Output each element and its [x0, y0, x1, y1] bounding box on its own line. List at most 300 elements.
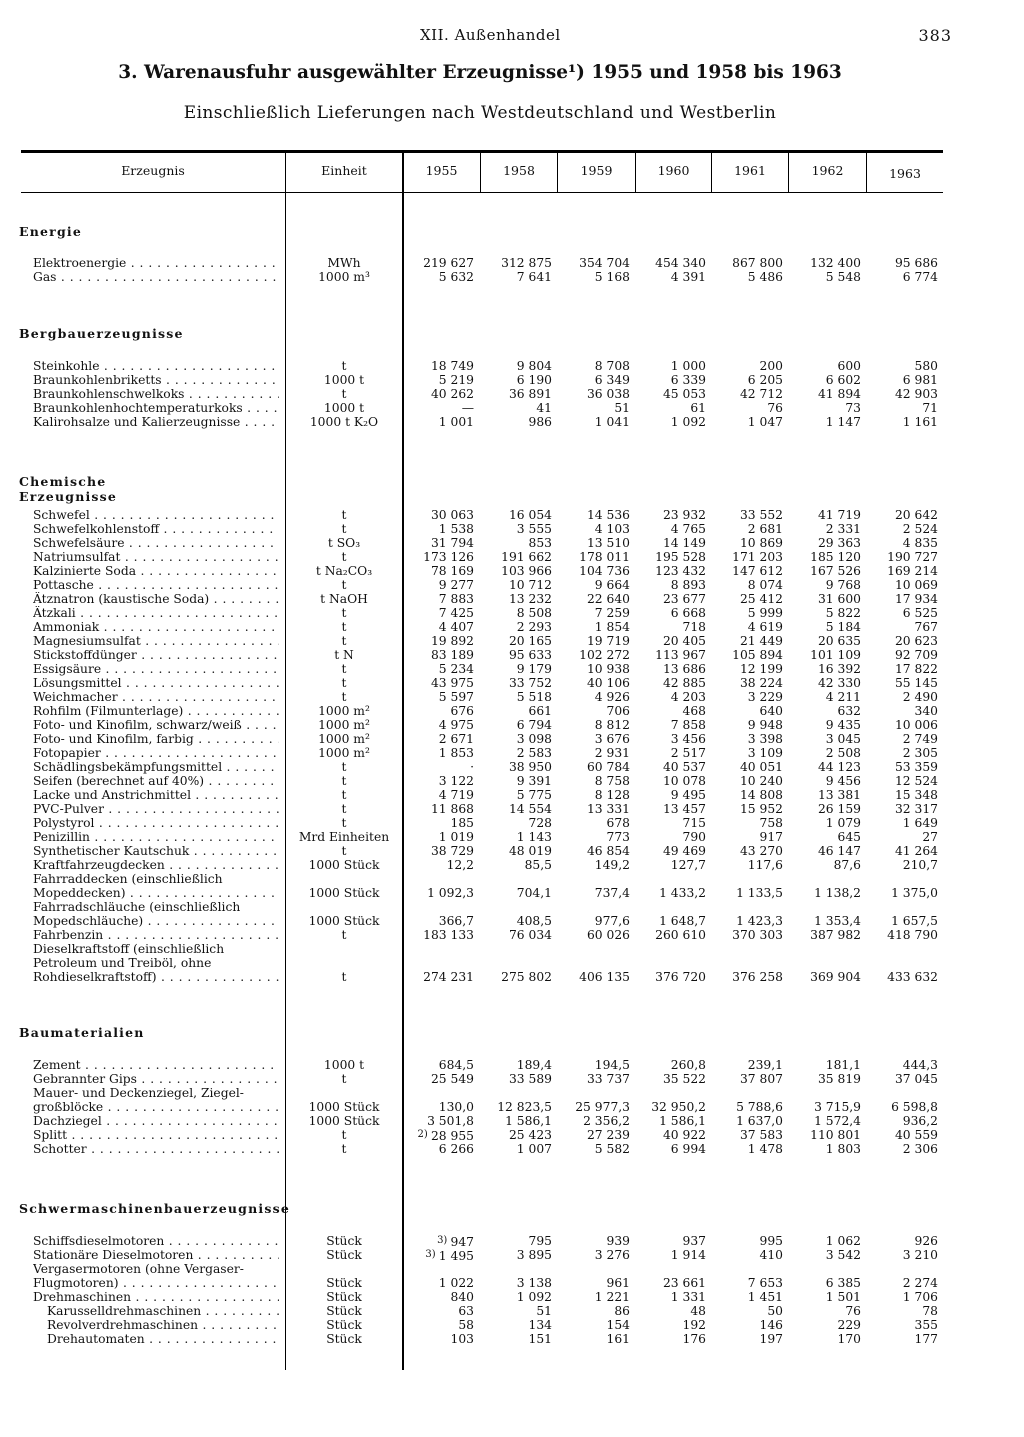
value-text: 5 548 — [825, 270, 861, 284]
value-text: 12 823,5 — [497, 1100, 552, 1114]
value-text: 38 950 — [508, 760, 552, 774]
row-value — [636, 690, 706, 704]
row-label: Stickstoffdünger . . . — [33, 648, 279, 662]
row-value — [636, 256, 706, 270]
row-value — [713, 648, 783, 662]
row-value — [636, 1114, 706, 1128]
row-value — [636, 634, 706, 648]
value-text: 149,2 — [594, 858, 630, 872]
row-value — [482, 1234, 552, 1248]
value-text: 189,4 — [516, 1058, 552, 1072]
row-label: Schädlingsbekämpfungsmittel . . . — [33, 760, 279, 774]
row-value — [713, 774, 783, 788]
value-text: 1 637,0 — [736, 1114, 783, 1128]
value-text: 5 582 — [594, 1142, 630, 1156]
value-text: 1 221 — [594, 1290, 630, 1304]
row-unit: t — [341, 690, 347, 704]
row-label: Elektroenergie . . . — [33, 256, 279, 270]
row-value — [482, 970, 552, 984]
value-text: 8 128 — [594, 788, 630, 802]
row-value — [868, 928, 938, 942]
value-text: 27 — [922, 830, 938, 844]
value-text: 154 — [606, 1318, 630, 1332]
row-value — [404, 844, 474, 858]
value-text: 6 190 — [516, 373, 552, 387]
value-text: 43 270 — [739, 844, 783, 858]
value-text: 10 712 — [508, 578, 552, 592]
value-text: 3 276 — [594, 1248, 630, 1262]
row-label: Lösungsmittel . . . — [33, 676, 279, 690]
row-label: Braunkohlenbriketts . . . — [33, 373, 279, 387]
row-value — [636, 606, 706, 620]
value-text: 7 425 — [438, 606, 474, 620]
row-value — [713, 718, 783, 732]
row-value — [560, 578, 630, 592]
value-text: 110 801 — [810, 1128, 861, 1142]
value-text: 191 662 — [501, 550, 552, 564]
row-value — [404, 373, 474, 387]
row-label: Dachziegel . . . — [33, 1114, 279, 1128]
value-text: 5 168 — [594, 270, 630, 284]
row-value — [482, 1318, 552, 1332]
row-value — [404, 662, 474, 676]
row-value — [713, 760, 783, 774]
row-value — [868, 578, 938, 592]
value-text: 147 612 — [732, 564, 783, 578]
row-value — [791, 1142, 861, 1156]
value-text: 185 — [450, 816, 474, 830]
row-value — [713, 662, 783, 676]
row-value — [791, 634, 861, 648]
value-text: 101 109 — [810, 648, 861, 662]
row-value — [482, 928, 552, 942]
value-text: 977,6 — [594, 914, 630, 928]
row-label: Drehautomaten . . . — [47, 1332, 279, 1346]
row-value — [791, 550, 861, 564]
value-text: 1 138,2 — [814, 886, 861, 900]
row-label: PVC-Pulver . . . — [33, 802, 279, 816]
value-text: 10 240 — [739, 774, 783, 788]
row-value — [791, 564, 861, 578]
value-text: 4 719 — [438, 788, 474, 802]
row-value — [713, 1276, 783, 1290]
row-value — [482, 536, 552, 550]
value-text: 37 583 — [739, 1128, 783, 1142]
row-value — [636, 1304, 706, 1318]
row-value — [791, 648, 861, 662]
value-text: 1 538 — [438, 522, 474, 536]
row-value — [791, 704, 861, 718]
value-text: 173 126 — [423, 550, 474, 564]
row-value — [791, 886, 861, 900]
value-text: 1 007 — [516, 1142, 552, 1156]
value-text: 13 331 — [586, 802, 630, 816]
row-unit: t — [341, 606, 347, 620]
value-text: 1 423,3 — [736, 914, 783, 928]
value-text: 55 145 — [894, 676, 938, 690]
row-label: Schwefel . . . — [33, 508, 279, 522]
row-value — [713, 578, 783, 592]
value-text: 40 559 — [894, 1128, 938, 1142]
value-text: 444,3 — [902, 1058, 938, 1072]
row-value — [636, 704, 706, 718]
value-text: 20 635 — [817, 634, 861, 648]
row-value — [482, 1072, 552, 1086]
value-text: 20 623 — [894, 634, 938, 648]
row-unit: t Na₂CO₃ — [315, 564, 373, 578]
row-value — [636, 1276, 706, 1290]
row-value — [404, 676, 474, 690]
row-value — [868, 844, 938, 858]
row-value — [791, 816, 861, 830]
row-value — [636, 788, 706, 802]
value-text: 169 214 — [887, 564, 938, 578]
value-text: 3 555 — [516, 522, 552, 536]
row-value — [404, 508, 474, 522]
row-value — [636, 508, 706, 522]
row-value — [868, 886, 938, 900]
row-value — [482, 830, 552, 844]
value-text: 718 — [682, 620, 706, 634]
row-label: Stationäre Dieselmotoren . . . — [33, 1248, 279, 1262]
row-value — [791, 1318, 861, 1332]
value-text: 12 524 — [894, 774, 938, 788]
row-value — [404, 550, 474, 564]
row-unit: Mrd Einheiten — [298, 830, 390, 844]
value-text: 102 272 — [579, 648, 630, 662]
row-value — [560, 676, 630, 690]
row-value — [791, 522, 861, 536]
row-label: Rohdieselkraftstoff) . . . — [33, 970, 279, 984]
row-label: Kalzinierte Soda . . . — [33, 564, 279, 578]
value-text: 1 853 — [438, 746, 474, 760]
row-value — [404, 401, 474, 415]
value-text: 10 006 — [894, 718, 938, 732]
value-text: 4 975 — [438, 718, 474, 732]
row-value — [404, 690, 474, 704]
row-label: Schotter . . . — [33, 1142, 279, 1156]
value-text: 146 — [759, 1318, 783, 1332]
row-value — [868, 1058, 938, 1072]
row-label: Flugmotoren) . . . — [33, 1276, 279, 1290]
value-text: 3 045 — [825, 732, 861, 746]
value-text: 4 926 — [594, 690, 630, 704]
value-text: 63 — [458, 1304, 474, 1318]
value-text: 6 598,8 — [891, 1100, 938, 1114]
value-text: 43 975 — [430, 676, 474, 690]
row-value — [868, 690, 938, 704]
value-text: 167 526 — [810, 564, 861, 578]
row-value — [713, 1072, 783, 1086]
row-value — [560, 1114, 630, 1128]
value-text: 737,4 — [594, 886, 630, 900]
row-value — [560, 536, 630, 550]
value-text: 840 — [450, 1290, 474, 1304]
row-value — [636, 1142, 706, 1156]
value-text: 104 736 — [579, 564, 630, 578]
value-text: 1 353,4 — [814, 914, 861, 928]
value-text: 22 640 — [586, 592, 630, 606]
row-value — [868, 522, 938, 536]
row-unit: t — [341, 522, 347, 536]
value-text: 937 — [682, 1234, 706, 1248]
value-text: 6 266 — [438, 1142, 474, 1156]
value-text: 13 232 — [508, 592, 552, 606]
value-text: 410 — [759, 1248, 783, 1262]
row-value — [404, 1276, 474, 1290]
row-value — [482, 1128, 552, 1142]
value-text: 16 054 — [508, 508, 552, 522]
row-value — [560, 718, 630, 732]
value-text: 23 932 — [662, 508, 706, 522]
row-value — [482, 1332, 552, 1346]
value-text: 161 — [606, 1332, 630, 1346]
row-value — [482, 1114, 552, 1128]
row-unit: 1000 t — [323, 1058, 365, 1072]
value-text: 1 586,1 — [659, 1114, 706, 1128]
value-text: 9 495 — [670, 788, 706, 802]
value-text: 1 375,0 — [891, 886, 938, 900]
row-label: Natriumsulfat . . . — [33, 550, 279, 564]
row-value — [868, 830, 938, 844]
row-value — [636, 359, 706, 373]
value-text: 704,1 — [516, 886, 552, 900]
row-label: Mopeddecken) . . . — [33, 886, 279, 900]
value-text: 12 199 — [739, 662, 783, 676]
row-value — [868, 1332, 938, 1346]
value-text: 41 — [536, 401, 552, 415]
value-text: 3 098 — [516, 732, 552, 746]
value-text: 5 999 — [747, 606, 783, 620]
row-value — [713, 634, 783, 648]
row-unit: 1000 Stück — [308, 1114, 380, 1128]
row-value — [791, 746, 861, 760]
row-label: Vergasermotoren (ohne Vergaser- — [33, 1262, 244, 1276]
row-value — [791, 1128, 861, 1142]
row-value — [404, 359, 474, 373]
value-text: 1 062 — [825, 1234, 861, 1248]
row-value — [868, 858, 938, 872]
value-text: 3 676 — [594, 732, 630, 746]
row-label: Petroleum und Treiböl, ohne — [33, 956, 212, 970]
value-text: 1 331 — [670, 1290, 706, 1304]
value-text: 1 854 — [594, 620, 630, 634]
row-value — [482, 359, 552, 373]
row-value — [636, 578, 706, 592]
row-value — [713, 914, 783, 928]
row-unit: t — [341, 1128, 347, 1142]
value-text: 5 234 — [438, 662, 474, 676]
row-label: großblöcke . . . — [33, 1100, 279, 1114]
value-text: 6 668 — [670, 606, 706, 620]
row-value — [636, 886, 706, 900]
row-value — [636, 718, 706, 732]
row-value — [404, 802, 474, 816]
row-value — [636, 270, 706, 284]
row-value — [560, 1100, 630, 1114]
row-value — [560, 648, 630, 662]
value-text: 176 — [682, 1332, 706, 1346]
value-text: 28 955 — [430, 1129, 474, 1143]
row-value — [791, 1058, 861, 1072]
value-text: 340 — [914, 704, 938, 718]
row-value — [636, 802, 706, 816]
value-text: 26 159 — [817, 802, 861, 816]
row-value — [791, 415, 861, 429]
row-value — [791, 760, 861, 774]
row-label: Braunkohlenhochtemperaturkoks . . . — [33, 401, 279, 415]
value-text: 170 — [837, 1332, 861, 1346]
value-text: 113 967 — [655, 648, 706, 662]
value-text: 366,7 — [438, 914, 474, 928]
value-text: 2 274 — [902, 1276, 938, 1290]
row-value — [791, 270, 861, 284]
value-text: 2 305 — [902, 746, 938, 760]
row-value — [636, 564, 706, 578]
row-value — [404, 1072, 474, 1086]
row-value — [404, 732, 474, 746]
row-value — [560, 830, 630, 844]
row-value — [791, 928, 861, 942]
row-value — [482, 858, 552, 872]
row-value — [482, 620, 552, 634]
row-label: Ätznatron (kaustische Soda) . . . — [33, 592, 279, 606]
row-value — [482, 401, 552, 415]
value-text: 51 — [536, 1304, 552, 1318]
column-header-year: 1961 — [734, 163, 766, 178]
row-value — [560, 1072, 630, 1086]
value-text: 86 — [614, 1304, 630, 1318]
row-value — [713, 1318, 783, 1332]
value-text: 4 765 — [670, 522, 706, 536]
row-value — [482, 1304, 552, 1318]
value-text: 6 349 — [594, 373, 630, 387]
row-value — [404, 718, 474, 732]
value-text: 3 109 — [747, 746, 783, 760]
row-value — [791, 970, 861, 984]
row-unit: 1000 t — [323, 401, 365, 415]
row-value — [560, 802, 630, 816]
row-value — [868, 1290, 938, 1304]
value-text: 433 632 — [887, 970, 938, 984]
value-text: 1 586,1 — [505, 1114, 552, 1128]
value-text: 2 749 — [902, 732, 938, 746]
row-value — [560, 564, 630, 578]
value-text: 25 423 — [508, 1128, 552, 1142]
chapter-title: XII. Außenhandel — [420, 26, 561, 44]
value-text: 1 133,5 — [736, 886, 783, 900]
value-text: · — [470, 760, 474, 774]
value-text: 33 737 — [586, 1072, 630, 1086]
column-header-year: 1958 — [503, 163, 535, 178]
row-value — [482, 578, 552, 592]
row-value — [384, 1248, 474, 1263]
value-text: 5 788,6 — [736, 1100, 783, 1114]
row-value — [482, 648, 552, 662]
row-value — [560, 634, 630, 648]
value-text: 8 074 — [747, 578, 783, 592]
row-value — [560, 1276, 630, 1290]
row-unit: 1000 m² — [318, 718, 370, 732]
row-value — [404, 536, 474, 550]
value-text: 1 648,7 — [659, 914, 706, 928]
value-text: 387 982 — [810, 928, 861, 942]
row-value — [482, 774, 552, 788]
row-value — [868, 970, 938, 984]
value-text: 31 794 — [430, 536, 474, 550]
row-label: Schwefelsäure . . . — [33, 536, 279, 550]
row-value — [713, 1290, 783, 1304]
row-value — [868, 788, 938, 802]
value-text: 76 034 — [508, 928, 552, 942]
row-value — [560, 256, 630, 270]
row-value — [404, 592, 474, 606]
row-unit: t — [341, 970, 347, 984]
value-text: 2 508 — [825, 746, 861, 760]
row-value — [560, 662, 630, 676]
value-text: 7 653 — [747, 1276, 783, 1290]
value-text: 758 — [759, 816, 783, 830]
row-unit: MWh — [327, 256, 361, 270]
value-text: 1 161 — [902, 415, 938, 429]
row-label: Pottasche . . . — [33, 578, 279, 592]
row-label: Dieselkraftstoff (einschließlich — [33, 942, 225, 956]
value-text: 4 203 — [670, 690, 706, 704]
value-text: 7 883 — [438, 592, 474, 606]
value-text: 40 106 — [586, 676, 630, 690]
value-text: 9 277 — [438, 578, 474, 592]
value-text: 171 203 — [732, 550, 783, 564]
section-heading: Bergbauerzeugnisse — [19, 326, 184, 341]
row-unit: Stück — [326, 1332, 362, 1346]
row-value — [713, 844, 783, 858]
value-text: 42 903 — [894, 387, 938, 401]
footnote-marker: 3) — [425, 1249, 439, 1260]
value-text: 995 — [759, 1234, 783, 1248]
value-text: 194,5 — [594, 1058, 630, 1072]
row-value — [636, 970, 706, 984]
row-value — [404, 270, 474, 284]
page-number: 383 — [918, 26, 952, 45]
row-value — [791, 662, 861, 676]
row-value — [868, 564, 938, 578]
row-value — [636, 662, 706, 676]
row-value — [560, 732, 630, 746]
value-text: 2 517 — [670, 746, 706, 760]
value-text: 41 719 — [817, 508, 861, 522]
row-value — [482, 373, 552, 387]
value-text: 274 231 — [423, 970, 474, 984]
row-value — [636, 1058, 706, 1072]
row-unit: Stück — [326, 1248, 362, 1262]
row-value — [868, 774, 938, 788]
row-value — [713, 256, 783, 270]
value-text: 14 554 — [508, 802, 552, 816]
row-value — [791, 620, 861, 634]
row-value — [482, 1276, 552, 1290]
row-value — [868, 1318, 938, 1332]
value-text: 19 719 — [586, 634, 630, 648]
value-text: 1 147 — [825, 415, 861, 429]
row-value — [636, 676, 706, 690]
row-value — [482, 662, 552, 676]
row-value — [713, 1142, 783, 1156]
value-text: 5 775 — [516, 788, 552, 802]
row-value — [482, 788, 552, 802]
row-value — [404, 704, 474, 718]
section-heading: Baumaterialien — [19, 1025, 145, 1040]
value-text: 38 224 — [739, 676, 783, 690]
